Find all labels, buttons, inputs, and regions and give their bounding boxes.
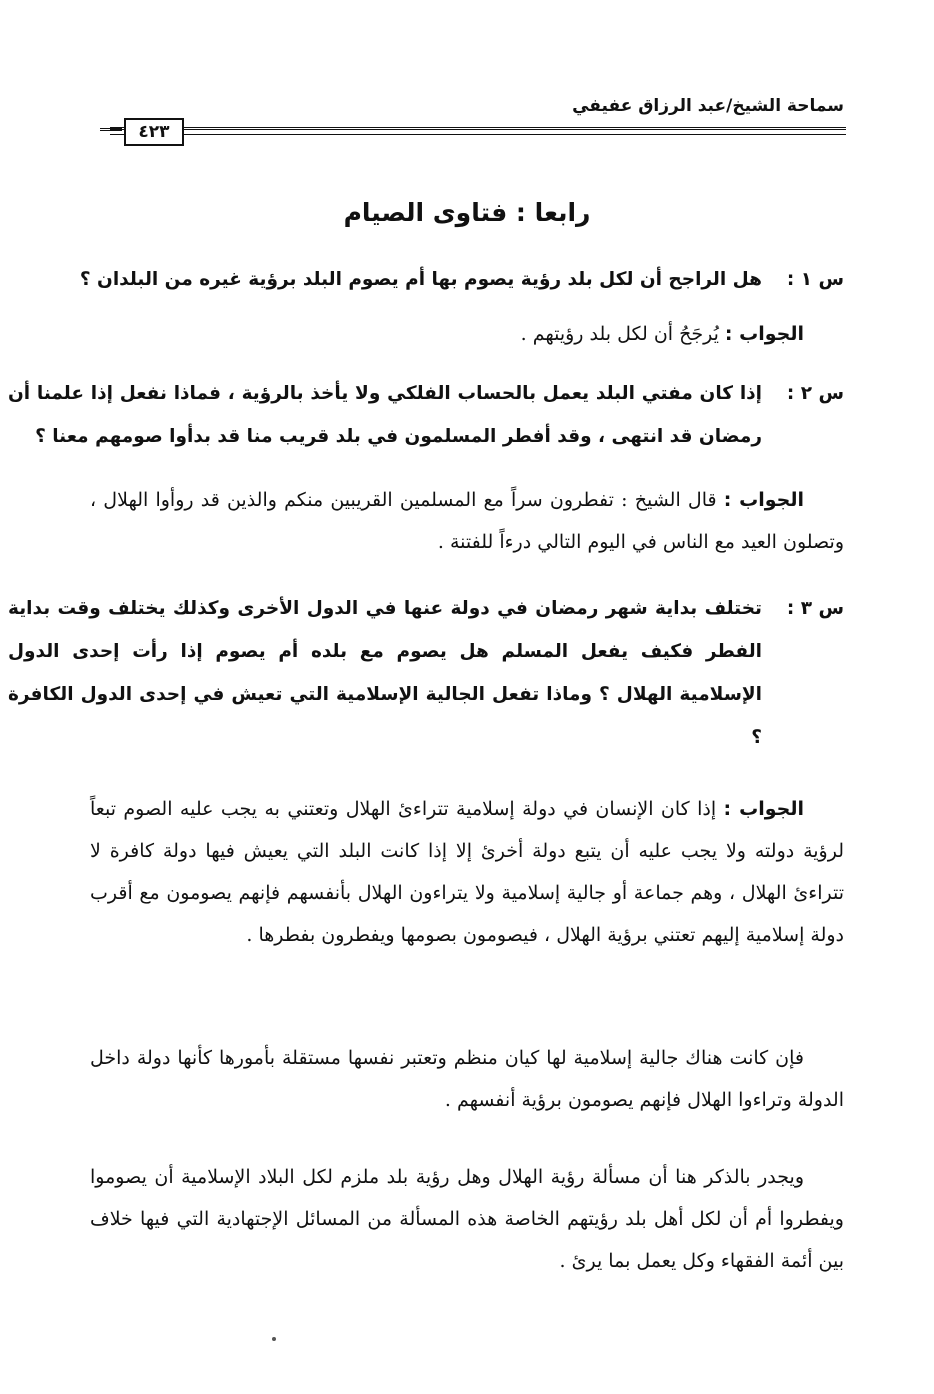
answer-3 <box>90 788 844 956</box>
footer-dot <box>272 1337 276 1341</box>
answer-1-text: يُرجَحُ أن لكل بلد رؤيتهم . <box>520 323 719 345</box>
question-3-text: تختلف بداية شهر رمضان في دولة عنها في الدول الأخرى وكذلك يختلف وقت بداية الفطر فكيف يفعل المسلم هل يصوم مع بلده أم يصوم إذا رأت إحدى الدول الإسلامية الهلال ؟ وماذا تفعل الجالية الإسلامية التي تعيش في إحدى الدول الكافرة ؟ <box>8 598 762 748</box>
question-2-text: إذا كان مفتي البلد يعمل بالحساب الفلكي ولا يأخذ بالرؤية ، فماذا نفعل إذا علمنا أن رمضان قد انتهى ، وقد أفطر المسلمون في بلد قريب منا قد بدأوا صومهم معنا ؟ <box>8 383 762 447</box>
running-header-title: سماحة الشيخ/عبد الرزاق عفيفي <box>572 96 844 116</box>
page-number: ٤٢٣ <box>124 118 184 146</box>
answer-3-text: إذا كان الإنسان في دولة إسلامية تتراءئ الهلال وتعتني به يجب عليه الصوم تبعاً لرؤية دولته ولا يجب عليه أن يتبع دولة أخرئ إلا إذا كانت البلد التي يعيش فيها دولة كافرة لا تتراءئ الهلال ، وهم جماعة أو جالية إسلامية ولا يتراءون الهلال بأنفسهم فإنهم يصومون مع أقرب دولة إسلامية إليهم تعتني برؤية الهلال ، فيصومون بصومها ويفطرون بفطرها . <box>90 798 844 946</box>
answer-1 <box>90 313 844 355</box>
question-3 <box>8 587 844 759</box>
header-rule-end <box>100 128 122 136</box>
paragraph-1: فإن كانت هناك جالية إسلامية لها كيان منظم وتعتبر نفسها مستقلة بأمورها كأنها دولة داخل الدولة وتراءوا الهلال فإنهم يصومون برؤية أنفسهم . <box>90 1047 844 1111</box>
header-rule <box>110 127 846 135</box>
answer-1-label: الجواب : <box>724 323 804 345</box>
question-1-label: س ١ : <box>786 269 844 290</box>
question-1-text: هل الراجح أن لكل بلد رؤية يصوم بها أم يصوم البلد برؤية غيره من البلدان ؟ <box>79 269 762 290</box>
answer-2 <box>90 479 844 563</box>
question-3-label: س ٣ : <box>786 598 844 619</box>
answer-2-text: قال الشيخ : تفطرون سراً مع المسلمين القريبين منكم والذين قد روأوا الهلال ، وتصلون العيد مع الناس في اليوم التالي درءاً للفتنة . <box>90 489 844 553</box>
answer-3-label: الجواب : <box>723 798 804 820</box>
paragraph-2: ويجدر بالذكر هنا أن مسألة رؤية الهلال وهل رؤية بلد ملزم لكل البلاد الإسلامية أن يصوموا ويفطروا أم أن لكل أهل بلد رؤيتهم الخاصة هذه المسألة من المسائل الإجتهادية التي فيها خلاف بين أئمة الفقهاء وكل يعمل بما يرئ . <box>90 1166 844 1272</box>
section-title: رابعا : فتاوى الصيام <box>343 198 591 227</box>
question-1 <box>8 258 844 301</box>
answer-2-label: الجواب : <box>723 489 804 511</box>
question-2-label: س ٢ : <box>786 383 844 404</box>
question-2 <box>8 372 844 458</box>
